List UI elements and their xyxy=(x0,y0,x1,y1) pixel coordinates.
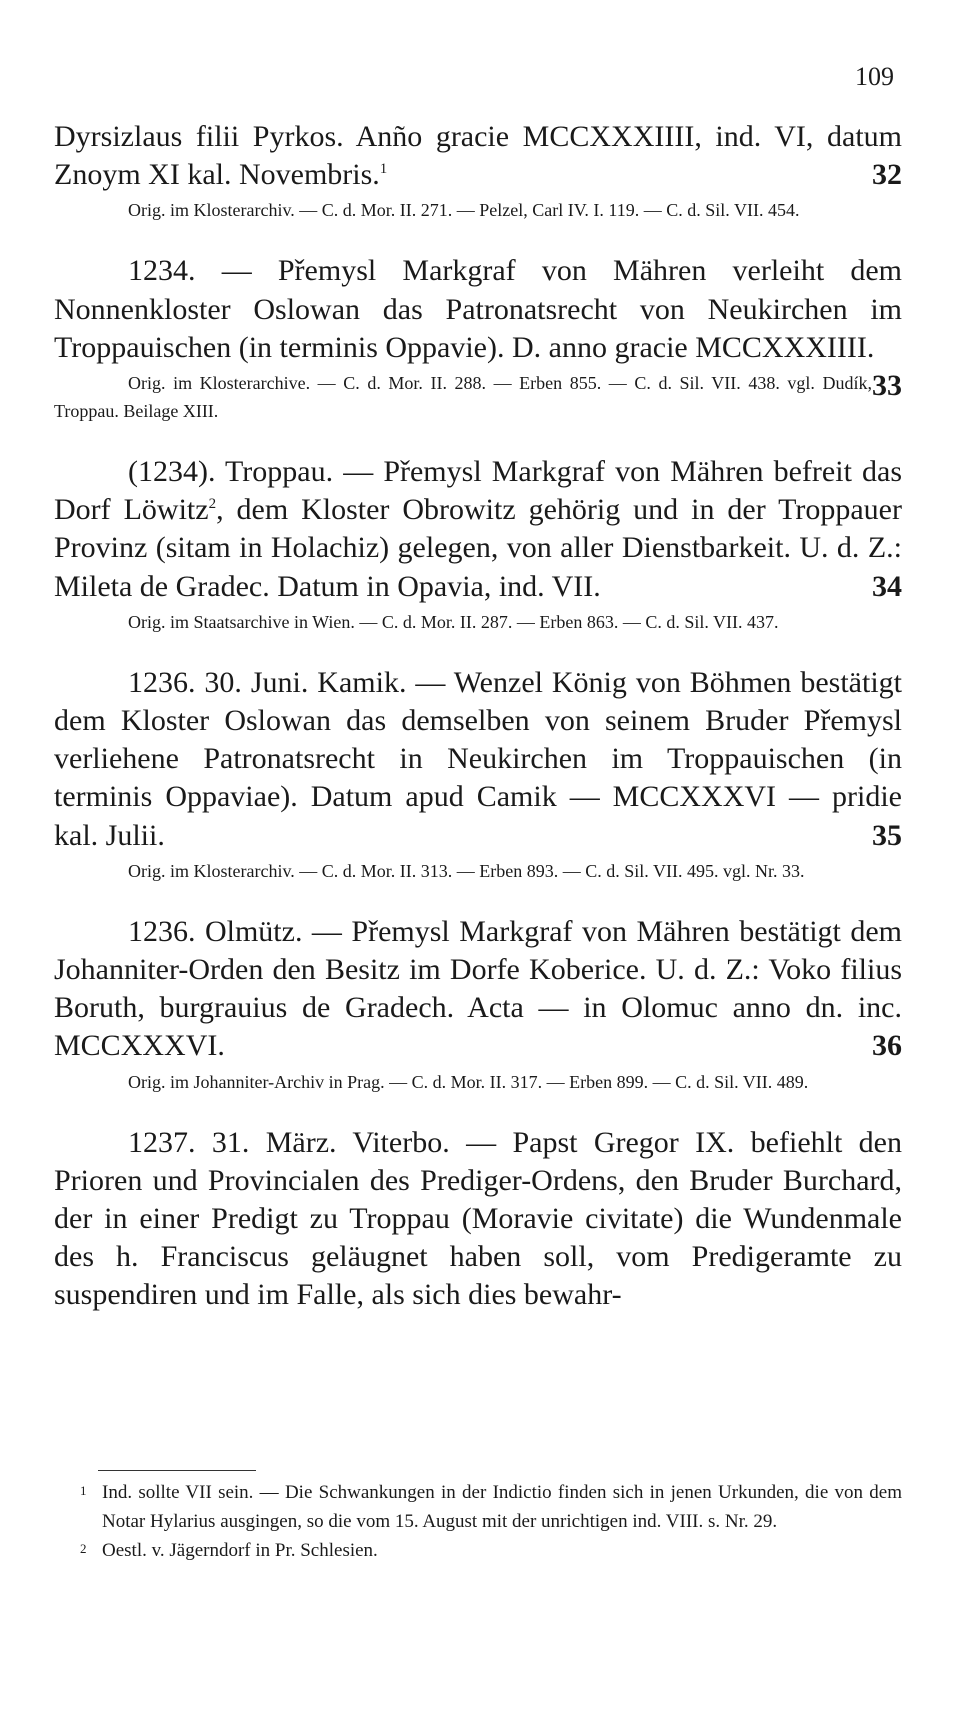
document-body xyxy=(54,118,902,1343)
entry-source xyxy=(54,196,902,224)
entry-35 xyxy=(54,664,902,885)
entry-text-content: 1237. 31. März. Viterbo. — Papst Gregor IX. befiehlt den Prioren und Provincialen des Prediger-Ordens, den Bruder Burchard, der in einer Predigt zu Troppau (Moravie civitate) die Wundenmale des h. Franciscus geläugnet haben soll, vom Predigeramte zu suspendiren und im Falle, als sich dies bewahr- xyxy=(54,1125,902,1312)
footnote-mark: 2 xyxy=(80,1541,87,1556)
entry-number: 36 xyxy=(872,1029,902,1063)
footnote-2 xyxy=(80,1536,902,1565)
entry-text-content: 1236. 30. Juni. Kamik. — Wenzel König von Böhmen bestätigt dem Kloster Oslowan das demselben von seinem Bruder Přemysl verliehene Patronatsrecht in Neukirchen im Troppauischen (in terminis Oppaviae). Datum apud Camik — MCCXXXVI — pridie kal. Julii. xyxy=(54,665,902,852)
entry-text-content: Dyrsizlaus filii Pyrkos. Anño gracie MCCXXXIIII, ind. VI, datum Znoym XI kal. Novembris. xyxy=(54,120,902,192)
entry-source xyxy=(54,608,902,636)
entry-source xyxy=(54,1068,902,1096)
entry-text xyxy=(54,664,902,855)
entry-source-text: Orig. im Klosterarchiv. — C. d. Mor. II. 271. — Pelzel, Carl IV. I. 119. — C. d. Sil. VII. 454. xyxy=(128,200,800,221)
entry-source-text: Orig. im Staatsarchive in Wien. — C. d. Mor. II. 287. — Erben 863. — C. d. Sil. VII. 437. xyxy=(128,611,779,632)
entry-37 xyxy=(54,1124,902,1315)
footnote-ref-2: 2 xyxy=(208,496,217,513)
entry-text xyxy=(54,453,902,606)
entry-text-content: 1236. Olmütz. — Přemysl Markgraf von Mähren bestätigt dem Johanniter-Orden den Besitz im Dorfe Koberice. U. d. Z.: Voko filius Boruth, burgrauius de Gradech. Acta — in Olomuc anno dn. inc. MCCXXXVI. xyxy=(54,914,902,1063)
entry-text xyxy=(54,913,902,1066)
entry-33 xyxy=(54,252,902,425)
entry-source xyxy=(54,369,902,425)
footnote-text: Ind. sollte VII sein. — Die Schwankungen in der Indictio finden sich in jenen Urkunden, die von dem Notar Hylarius ausgingen, so die vom 15. August mit der unrichtigen ind. VIII. s. Nr. 29. xyxy=(102,1482,902,1532)
entry-source-text: Orig. im Klosterarchive. — C. d. Mor. II. 288. — Erben 855. — C. d. Sil. VII. 438. vgl. Dudík, Troppau. Beilage XIII. xyxy=(54,373,872,422)
entry-text xyxy=(54,118,902,194)
entry-text-continuation: , dem Kloster Obrowitz gehörig und in der Troppauer Provinz (sitam in Holachiz) gelegen, von aller Dienstbarkeit. U. d. Z.: Mileta de Gradec. Datum in Opavia, ind. VII. xyxy=(54,493,902,603)
footnotes xyxy=(80,1478,902,1565)
footnote-1 xyxy=(80,1478,902,1536)
entry-text-content: 1234. — Přemysl Markgraf von Mähren verleiht dem Nonnenkloster Oslowan das Patronatsrecht von Neukirchen im Troppauischen (in terminis Oppavie). D. anno gracie MCCXXXIIII. xyxy=(54,254,902,364)
entry-source-text: Orig. im Johanniter-Archiv in Prag. — C. d. Mor. II. 317. — Erben 899. — C. d. Sil. VII. 489. xyxy=(128,1071,809,1092)
entry-number: 33 xyxy=(872,369,902,403)
footnote-mark: 1 xyxy=(80,1483,87,1498)
footnote-ref-1: 1 xyxy=(379,161,388,178)
entry-number: 35 xyxy=(872,818,902,852)
entry-34 xyxy=(54,453,902,636)
entry-number: 32 xyxy=(872,158,902,192)
entry-number: 34 xyxy=(872,569,902,603)
entry-text-content: (1234). Troppau. — Přemysl Markgraf von Mähren befreit das Dorf Löwitz xyxy=(54,455,902,527)
entry-source-text: Orig. im Klosterarchiv. — C. d. Mor. II. 313. — Erben 893. — C. d. Sil. VII. 495. vgl. Nr. 33. xyxy=(128,860,805,881)
entry-text xyxy=(54,1124,902,1315)
entry-source xyxy=(54,857,902,885)
page-number: 109 xyxy=(855,62,894,91)
footnote-divider xyxy=(98,1470,256,1471)
entry-32 xyxy=(54,118,902,224)
entry-36 xyxy=(54,913,902,1096)
footnote-text: Oestl. v. Jägerndorf in Pr. Schlesien. xyxy=(102,1540,378,1561)
